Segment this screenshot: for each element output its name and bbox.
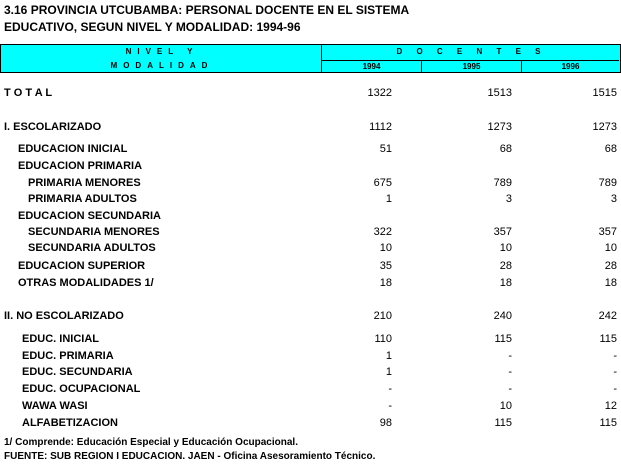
header-docentes-cell — [322, 44, 621, 73]
row-label: EDUCACION INICIAL — [18, 143, 128, 155]
footnote: 1/ Comprende: Educación Especial y Educación Ocupacional. — [4, 437, 298, 448]
row-label: II. NO ESCOLARIZADO — [4, 310, 124, 322]
table-row — [0, 333, 621, 347]
cell-1995: 28 — [499, 260, 512, 272]
row-label: EDUC. PRIMARIA — [22, 350, 114, 362]
cell-1994: 1322 — [367, 87, 392, 99]
table-row — [0, 143, 621, 157]
cell-1996: 1273 — [592, 121, 617, 133]
table-row — [0, 383, 621, 397]
cell-1994: 675 — [373, 177, 392, 189]
cell-1995: - — [508, 383, 512, 395]
table-row — [0, 160, 621, 174]
cell-1994: 210 — [373, 310, 392, 322]
header-year-1995: 1995 — [462, 62, 481, 71]
row-label: PRIMARIA MENORES — [28, 177, 141, 189]
cell-1995: 240 — [493, 310, 512, 322]
row-label: EDUCACION SUPERIOR — [18, 260, 146, 272]
cell-1995: 1273 — [487, 121, 512, 133]
row-label: OTRAS MODALIDADES 1/ — [18, 277, 154, 289]
cell-1995: 68 — [499, 143, 512, 155]
cell-1996: 789 — [598, 177, 617, 189]
cell-1994: 1112 — [369, 121, 392, 133]
cell-1996: 68 — [604, 143, 617, 155]
table-row — [0, 242, 621, 256]
cell-1995: 10 — [499, 242, 512, 254]
table-row — [0, 121, 621, 135]
table-row — [0, 417, 621, 431]
cell-1995: 357 — [493, 226, 512, 238]
cell-1996: 28 — [604, 260, 617, 272]
cell-1995: 789 — [493, 177, 512, 189]
header-nivel-label: NIVEL Y — [125, 47, 199, 56]
cell-1994: 1 — [385, 366, 392, 378]
cell-1994: 1 — [385, 350, 392, 362]
cell-1996: 12 — [604, 400, 617, 412]
row-label: WAWA WASI — [22, 400, 88, 412]
cell-1996: 18 — [604, 277, 617, 289]
cell-1994: 1 — [385, 193, 392, 205]
row-label: EDUCACION SECUNDARIA — [18, 210, 162, 222]
cell-1994: 18 — [379, 277, 392, 289]
cell-1995: - — [508, 366, 512, 378]
row-label: EDUC. INICIAL — [22, 333, 99, 345]
cell-1996: - — [613, 366, 617, 378]
cell-1995: 18 — [499, 277, 512, 289]
table-row — [0, 277, 621, 291]
cell-1994: 51 — [379, 143, 392, 155]
cell-1994: - — [388, 400, 392, 412]
row-label: I. ESCOLARIZADO — [4, 121, 102, 133]
cell-1996: 357 — [598, 226, 617, 238]
cell-1996: 1515 — [592, 87, 617, 99]
header-nivel-modalidad-cell — [0, 44, 322, 73]
row-label: PRIMARIA ADULTOS — [28, 193, 137, 205]
row-label: EDUC. OCUPACIONAL — [22, 383, 141, 395]
header-year-1996: 1996 — [561, 62, 580, 71]
cell-1994: 10 — [379, 242, 392, 254]
cell-1995: 115 — [494, 333, 512, 345]
cell-1995: - — [508, 350, 512, 362]
cell-1994: 110 — [374, 333, 392, 345]
row-label: SECUNDARIA MENORES — [28, 226, 160, 238]
cell-1996: - — [613, 383, 617, 395]
cell-1995: 3 — [505, 193, 512, 205]
cell-1996: 3 — [610, 193, 617, 205]
cell-1994: 35 — [379, 260, 392, 272]
table-row — [0, 177, 621, 191]
cell-1994: 322 — [373, 226, 392, 238]
table-row — [0, 400, 621, 414]
cell-1994: 98 — [379, 417, 392, 429]
row-label: EDUC. SECUNDARIA — [22, 366, 133, 378]
table-row — [0, 310, 621, 324]
header-year-1994: 1994 — [362, 62, 381, 71]
cell-1995: 1513 — [487, 87, 512, 99]
source-note: FUENTE: SUB REGION I EDUCACION. JAEN - Oficina Asesoramiento Técnico. — [4, 451, 376, 462]
header-modalidad-label: MODALIDAD — [110, 61, 214, 70]
cell-1996: 115 — [599, 417, 617, 429]
row-label: T O T A L — [4, 87, 53, 99]
cell-1995: 10 — [499, 400, 512, 412]
table-row — [0, 226, 621, 240]
cell-1996: - — [613, 350, 617, 362]
row-label: EDUCACION PRIMARIA — [18, 160, 143, 172]
table-row — [0, 260, 621, 274]
table-header — [0, 44, 621, 74]
cell-1996: 10 — [604, 242, 617, 254]
cell-1996: 242 — [598, 310, 617, 322]
table-title-line-1: 3.16 PROVINCIA UTCUBAMBA: PERSONAL DOCENTE EN EL SISTEMA — [4, 3, 410, 17]
table-row — [0, 210, 621, 224]
table-title-line-2: EDUCATIVO, SEGUN NIVEL Y MODALIDAD: 1994-96 — [4, 20, 301, 34]
row-label: SECUNDARIA ADULTOS — [28, 242, 156, 254]
header-docentes-label: D O C E N T E S — [396, 47, 547, 56]
table-row — [0, 193, 621, 207]
cell-1994: - — [388, 383, 392, 395]
row-label: ALFABETIZACION — [22, 417, 118, 429]
header-divider — [322, 60, 619, 61]
cell-1996: 115 — [599, 333, 617, 345]
table-row — [0, 366, 621, 380]
table-row — [0, 87, 621, 101]
cell-1995: 115 — [494, 417, 512, 429]
table-row — [0, 350, 621, 364]
